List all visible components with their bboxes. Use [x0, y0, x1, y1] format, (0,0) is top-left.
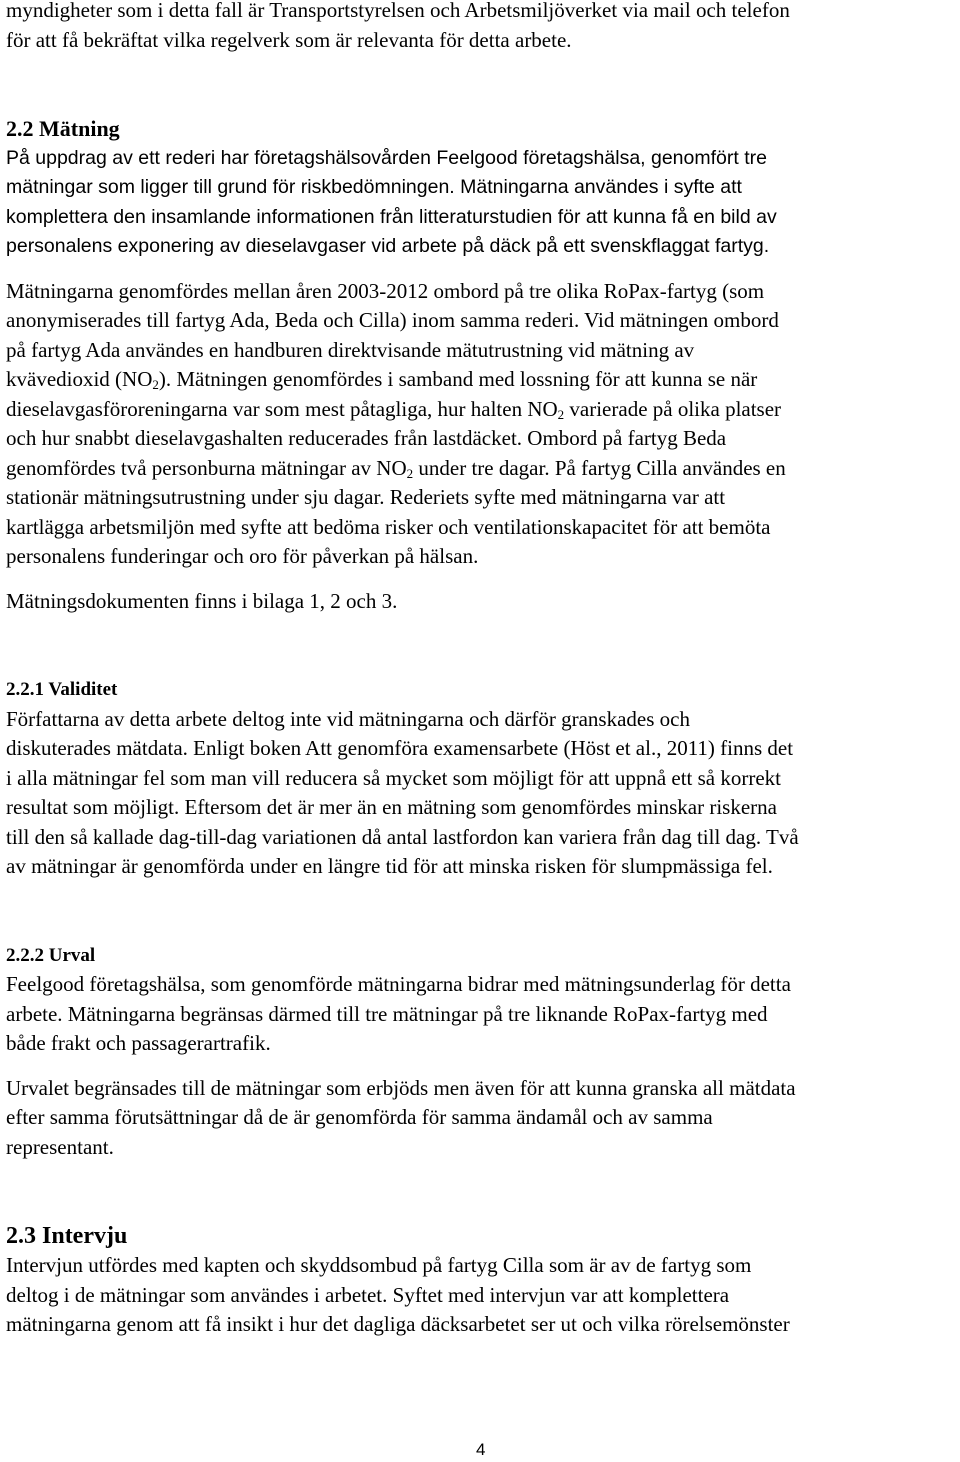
text-line: komplettera den insamlande informationen från litteraturstudien för att kunna få en bild av	[6, 205, 777, 228]
text-run: ). Mätningen genomfördes i samband med lossning för att kunna se när	[158, 367, 758, 391]
text-line: till den så kallade dag-till-dag variationen då antal lastfordon kan variera från dag till dag. Två	[6, 824, 799, 849]
text-line: myndigheter som i detta fall är Transportstyrelsen och Arbetsmiljöverket via mail och telefon	[6, 0, 790, 22]
text-run: dieselavgasföroreningarna var som mest påtagliga, hur halten NO	[6, 396, 558, 421]
section-2-2-2-paragraph-1	[6, 970, 956, 1059]
text-line: Mätningarna genomfördes mellan åren 2003-2012 ombord på tre olika RoPax-fartyg (som	[6, 278, 765, 303]
section-2-2-1-paragraph	[6, 705, 956, 882]
section-2-2-paragraph-1	[6, 144, 956, 262]
text-line: representant.	[6, 1134, 114, 1159]
text-run: under tre dagar. På fartyg Cilla användes en	[413, 455, 786, 480]
text-line: Intervjun utfördes med kapten och skyddsombud på fartyg Cilla som är av de fartyg som	[6, 1253, 752, 1277]
document-page	[6, 0, 956, 1340]
text-line: stationär mätningsutrustning under sju dagar. Rederiets syfte med mätningarna var att	[6, 485, 726, 509]
text-line: av mätningar är genomförda under en längre tid för att minska risken för slumpmässiga fel.	[6, 854, 773, 878]
text-line: anonymiserades till fartyg Ada, Beda och Cilla) inom samma rederi. Vid mätningen ombord	[6, 308, 779, 332]
intro-paragraph	[6, 0, 956, 55]
section-2-2-2-paragraph-2	[6, 1074, 956, 1163]
text-line: på fartyg Ada användes en handburen direktvisande mätutrustning vid mätning av	[6, 337, 695, 362]
text-line: deltog i de mätningar som användes i arbetet. Syftet med intervjun var att komplettera	[6, 1282, 730, 1307]
text-run: genomfördes två personburna mätningar av NO	[6, 455, 407, 480]
text-line: för att få bekräftat vilka regelverk som är relevanta för detta arbete.	[6, 27, 572, 52]
text-line: mätningarna genom att få insikt i hur det dagliga däcksarbetet ser ut och vilka rörelsemönster	[6, 1312, 790, 1336]
subscript: 2	[152, 377, 159, 392]
text-line: i alla mätningar fel som man vill reducera så mycket som möjligt för att uppnå ett så korrekt	[6, 765, 782, 790]
text-line: efter samma förutsättningar då de är genomförda för samma ändamål och av samma	[6, 1105, 713, 1129]
text-line: Författarna av detta arbete deltog inte vid mätningarna och därför granskades och	[6, 706, 690, 731]
text-line	[6, 365, 956, 395]
text-line: arbete. Mätningarna begränsas därmed till tre mätningar på tre liknande RoPax-fartyg med	[6, 1001, 768, 1026]
section-2-3-paragraph	[6, 1251, 956, 1340]
text-line: både frakt och passagerartrafik.	[6, 1031, 271, 1055]
subscript: 2	[406, 465, 414, 481]
text-line: personalens funderingar och oro för påverkan på hälsan.	[6, 544, 479, 568]
text-run: kvävedioxid (NO	[6, 367, 153, 391]
section-2-2-paragraph-2	[6, 277, 956, 572]
page-number: 4	[476, 1440, 486, 1459]
text-line	[6, 395, 956, 425]
section-2-2-paragraph-3: Mätningsdokumenten finns i bilaga 1, 2 och 3.	[6, 588, 398, 613]
section-heading-2-3: 2.3 Intervju	[6, 1223, 128, 1249]
text-line: Feelgood företagshälsa, som genomförde mätningarna bidrar med mätningsunderlag för detta	[6, 972, 791, 996]
text-line	[6, 454, 956, 484]
text-line: och hur snabbt dieselavgashalten reducerades från lastdäcket. Ombord på fartyg Beda	[6, 426, 727, 450]
text-line: På uppdrag av ett rederi har företagshälsovården Feelgood företagshälsa, genomfört tre	[6, 146, 767, 169]
section-heading-2-2-1: 2.2.1 Validitet	[6, 679, 118, 700]
text-line: Urvalet begränsades till de mätningar som erbjöds men även för att kunna granska all mätdata	[6, 1075, 796, 1100]
text-line: mätningar som ligger till grund för riskbedömningen. Mätningarna användes i syfte att	[6, 176, 742, 198]
text-line: diskuterades mätdata. Enligt boken Att genomföra examensarbete (Höst et al., 2011) finns det	[6, 736, 794, 760]
text-line: personalens exponering av dieselavgaser vid arbete på däck på ett svenskflaggat fartyg.	[6, 235, 770, 257]
subscript: 2	[557, 406, 565, 422]
text-run: varierade på olika platser	[564, 396, 782, 421]
section-heading-2-2: 2.2 Mätning	[6, 116, 120, 141]
section-heading-2-2-2: 2.2.2 Urval	[6, 944, 96, 966]
text-line: resultat som möjligt. Eftersom det är mer än en mätning som genomfördes minskar riskerna	[6, 795, 777, 819]
text-line: kartlägga arbetsmiljön med syfte att bedöma risker och ventilationskapacitet för att bemöta	[6, 514, 771, 539]
